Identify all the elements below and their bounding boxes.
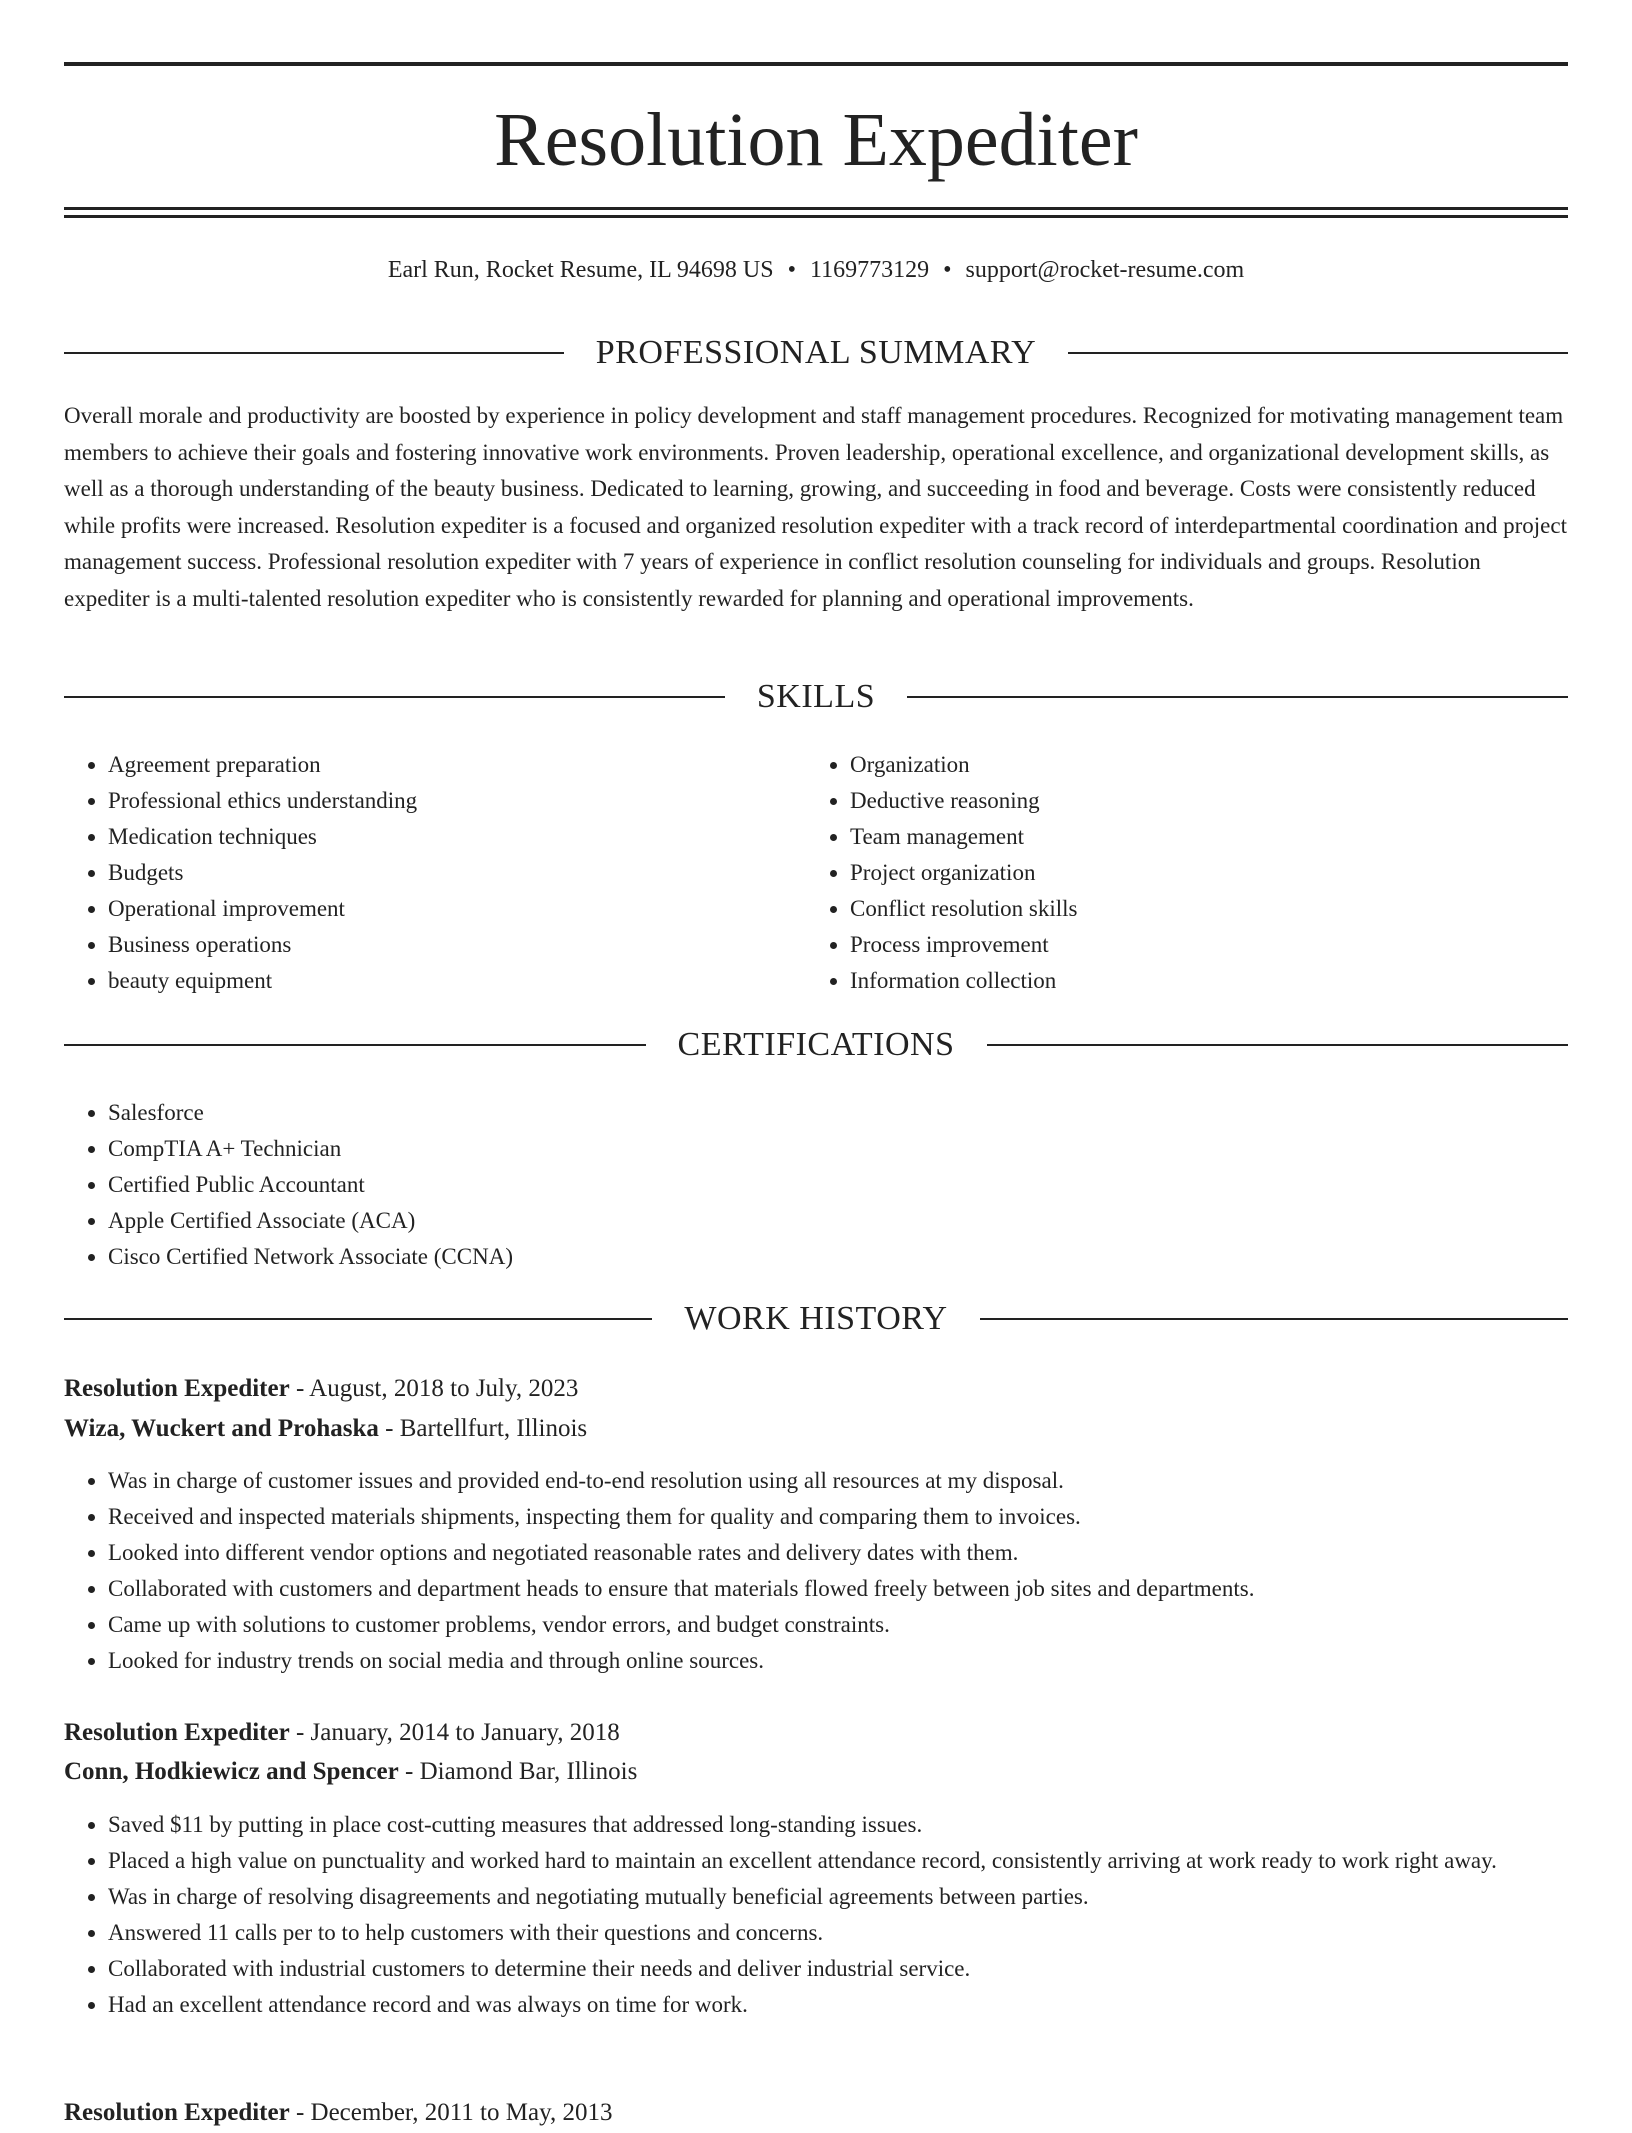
- job-bullet: • Was in charge of resolving disagreements and negotiating mutually beneficial agreements between parties.: [108, 1879, 1612, 1915]
- job-bullet: • Looked into different vendor options and negotiated reasonable rates and delivery dates with them.: [108, 1535, 1612, 1571]
- skill-item: • Business operations: [108, 927, 848, 963]
- section-rule-left: [64, 1044, 646, 1046]
- job-dates: - January, 2014 to January, 2018: [289, 1719, 620, 1746]
- job-bullet: • Collaborated with customers and department heads to ensure that materials flowed freely between job sites and departments.: [108, 1571, 1612, 1607]
- skills-list-left: [64, 747, 848, 999]
- skill-item: • Budgets: [108, 855, 848, 891]
- certification-item: • Salesforce: [108, 1095, 1612, 1131]
- section-rule-right: [987, 1044, 1569, 1046]
- section-heading-skills: [64, 675, 1568, 719]
- job-title-line: [64, 2093, 1568, 2133]
- certification-item: • CompTIA A+ Technician: [108, 1131, 1612, 1167]
- candidate-name: Resolution Expediter: [494, 98, 1138, 182]
- job-bullet: • Had an excellent attendance record and was always on time for work.: [108, 1987, 1612, 2023]
- section-rule-left: [64, 696, 725, 698]
- section-rule-right: [1068, 352, 1568, 354]
- header-double-rule-upper: [64, 207, 1568, 210]
- job-bullets: [64, 1807, 1612, 2023]
- contact-address: Earl Run, Rocket Resume, IL 94698 US: [387, 257, 774, 283]
- section-title: SKILLS: [756, 678, 876, 715]
- job-company: Conn, Hodkiewicz and Spencer: [64, 1758, 399, 1785]
- skill-item: • Agreement preparation: [108, 747, 848, 783]
- job-dates: - December, 2011 to May, 2013: [289, 2099, 613, 2126]
- job-company-line: [64, 1409, 1568, 1449]
- job-bullet: • Collaborated with industrial customers to determine their needs and deliver industrial service.: [108, 1951, 1612, 1987]
- skill-item: • Operational improvement: [108, 891, 848, 927]
- skills-list-right: [806, 747, 1612, 999]
- certification-item: • Cisco Certified Network Associate (CCNA): [108, 1239, 1612, 1275]
- job-bullets: [64, 1463, 1612, 1679]
- section-title: PROFESSIONAL SUMMARY: [595, 334, 1037, 371]
- skill-item: • Professional ethics understanding: [108, 783, 848, 819]
- section-rule-left: [64, 352, 564, 354]
- contact-email[interactable]: support@rocket-resume.com: [965, 257, 1245, 283]
- contact-separator: •: [943, 257, 952, 283]
- section-rule-right: [980, 1318, 1568, 1320]
- section-rule-left: [64, 1318, 652, 1320]
- contact-line: [64, 252, 1568, 288]
- section-heading-work-history: [64, 1297, 1568, 1341]
- skill-item: • Deductive reasoning: [850, 783, 1612, 819]
- job-bullet: • Came up with solutions to customer problems, vendor errors, and budget constraints.: [108, 1607, 1612, 1643]
- skill-item: • Information collection: [850, 963, 1612, 999]
- job-bullet: • Received and inspected materials shipments, inspecting them for quality and comparing them to invoices.: [108, 1499, 1612, 1535]
- section-title: WORK HISTORY: [684, 1300, 948, 1337]
- job-company: Wiza, Wuckert and Prohaska: [64, 1415, 379, 1442]
- job-dates: - August, 2018 to July, 2023: [289, 1375, 579, 1402]
- job-company-line: [64, 1752, 1568, 1792]
- contact-separator: •: [787, 257, 796, 283]
- job-location: - Diamond Bar, Illinois: [398, 1758, 638, 1785]
- skill-item: • Medication techniques: [108, 819, 848, 855]
- job-title: Resolution Expediter: [64, 2099, 290, 2126]
- section-heading-summary: [64, 331, 1568, 375]
- certification-item: • Apple Certified Associate (ACA): [108, 1203, 1612, 1239]
- job-title: Resolution Expediter: [64, 1719, 290, 1746]
- skill-item: • beauty equipment: [108, 963, 848, 999]
- job-title: Resolution Expediter: [64, 1375, 290, 1402]
- job-bullet: • Answered 11 calls per to to help customers with their questions and concerns.: [108, 1915, 1612, 1951]
- skill-item: • Organization: [850, 747, 1612, 783]
- section-title: CERTIFICATIONS: [677, 1026, 955, 1063]
- section-rule-right: [907, 696, 1568, 698]
- skill-item: • Team management: [850, 819, 1612, 855]
- job-bullet: • Was in charge of customer issues and provided end-to-end resolution using all resources at my disposal.: [108, 1463, 1612, 1499]
- header-top-rule: [64, 62, 1568, 66]
- skill-item: • Conflict resolution skills: [850, 891, 1612, 927]
- header-double-rule-lower: [64, 215, 1568, 218]
- section-heading-certifications: [64, 1023, 1568, 1067]
- summary-paragraph: Overall morale and productivity are boosted by experience in policy development and staff management procedures. Recognized for motivating management team members to achieve their goals and fostering innovative work environments. Proven leadership, operational excellence, and organizational development skills, as well as a thorough understanding of the beauty business. Dedicated to learning, growing, and succeeding in food and beverage. Costs were consistently reduced while profits were increased. Resolution expediter is a focused and organized resolution expediter with a track record of interdepartmental coordination and project management success. Professional resolution expediter with 7 years of experience in conflict resolution counseling for individuals and groups. Resolution expediter is a multi-talented resolution expediter who is consistently rewarded for planning and operational improvements.: [64, 403, 1567, 611]
- job-bullet: • Placed a high value on punctuality and worked hard to maintain an excellent attendance record, consistently arriving at work ready to work right away.: [108, 1843, 1612, 1879]
- certification-item: • Certified Public Accountant: [108, 1167, 1612, 1203]
- contact-phone: 1169773129: [809, 257, 930, 283]
- skill-item: • Project organization: [850, 855, 1612, 891]
- skill-item: • Process improvement: [850, 927, 1612, 963]
- job-location: - Bartellfurt, Illinois: [378, 1415, 588, 1442]
- job-bullet: • Saved $11 by putting in place cost-cutting measures that addressed long-standing issues.: [108, 1807, 1612, 1843]
- job-title-line: [64, 1369, 1568, 1409]
- job-bullet: • Looked for industry trends on social media and through online sources.: [108, 1643, 1612, 1679]
- certifications-list: [64, 1095, 1612, 1275]
- job-title-line: [64, 1713, 1568, 1753]
